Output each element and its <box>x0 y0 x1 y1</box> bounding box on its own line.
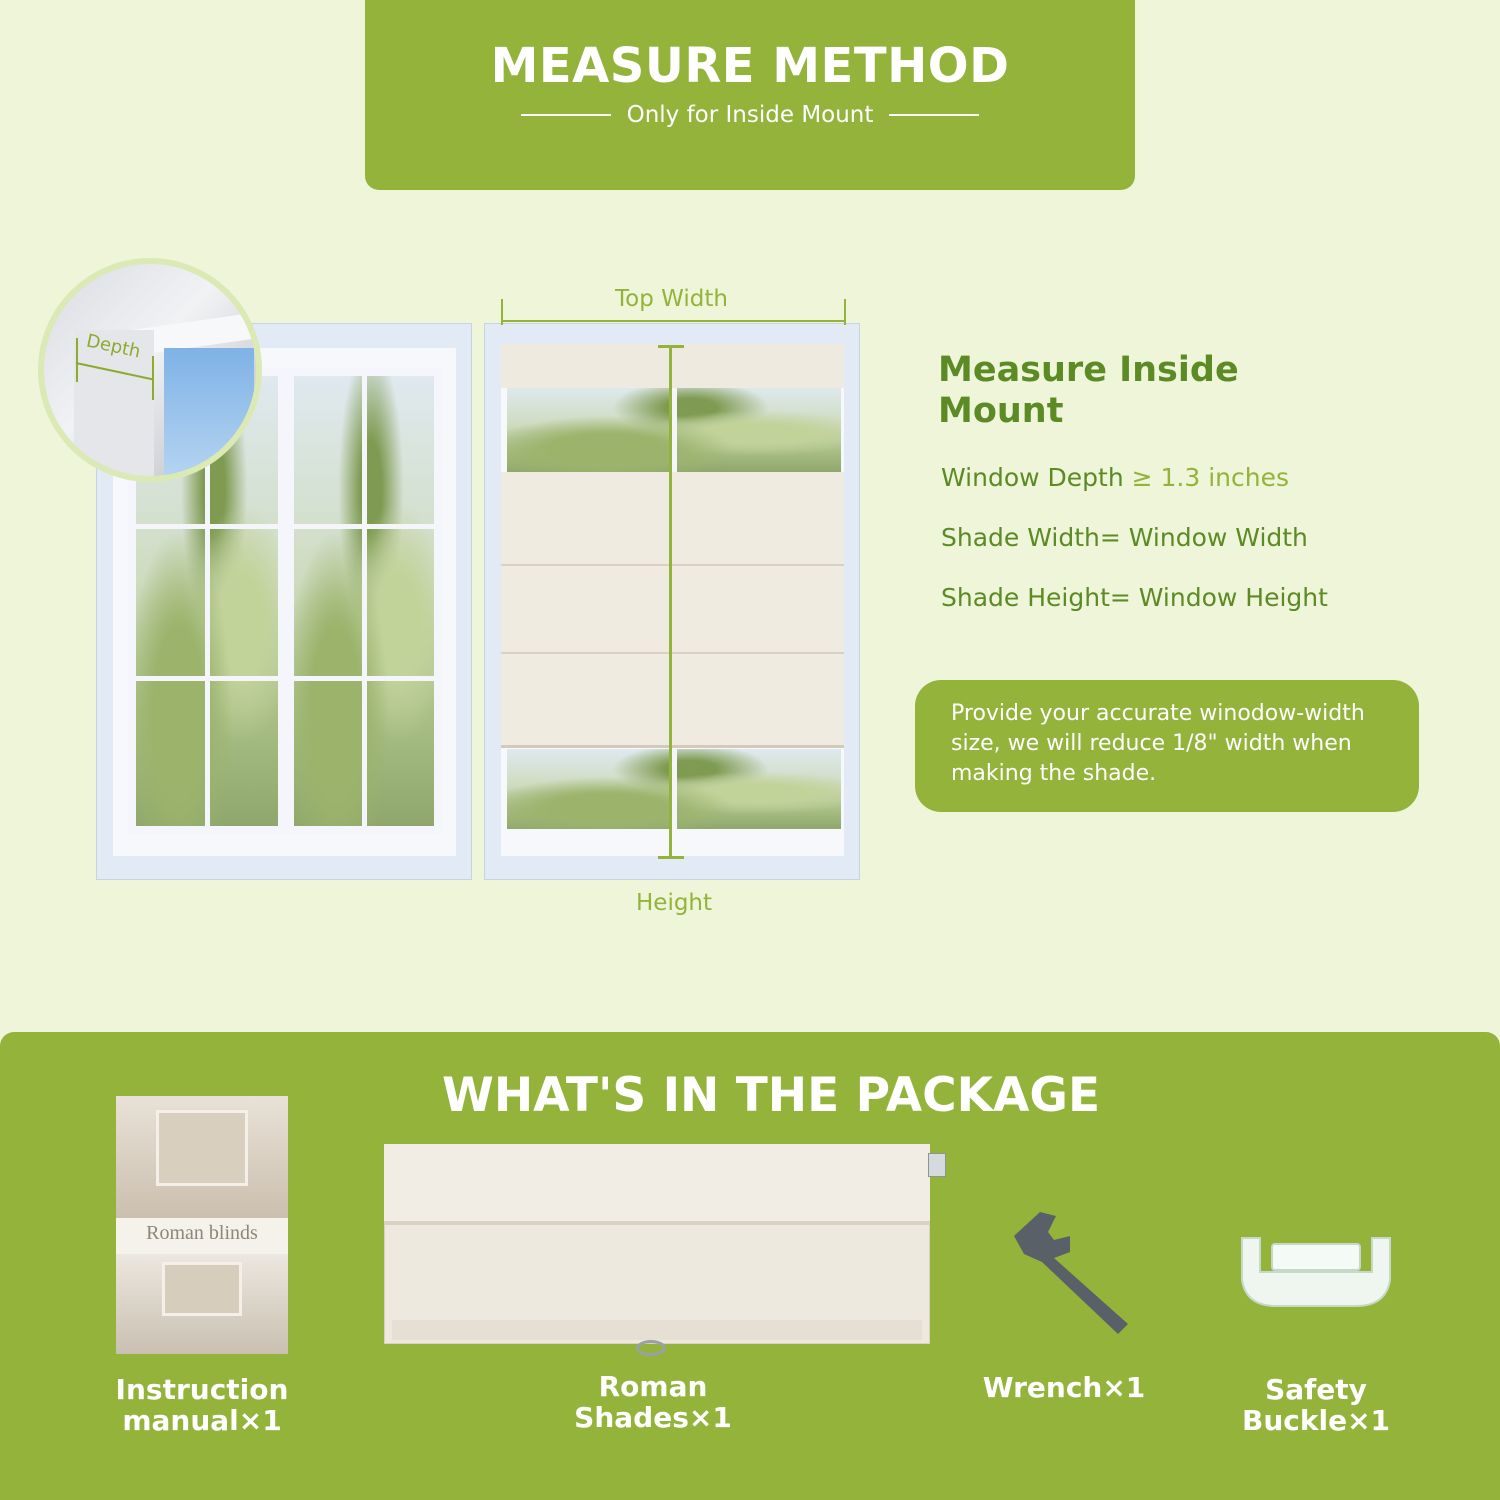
sizing-note <box>915 680 1419 812</box>
info-line-label: Window Depth <box>941 463 1124 492</box>
shade-fold <box>501 472 844 566</box>
height-label: Height <box>636 890 713 916</box>
dimension-tick <box>658 345 684 348</box>
info-line-width <box>941 523 1308 552</box>
info-line-value: ≥ 1.3 inches <box>1131 463 1290 492</box>
manual-cover-text: Roman blinds <box>146 1222 258 1244</box>
top-width-line <box>501 320 846 322</box>
page-subtitle: Only for Inside Mount <box>626 102 874 128</box>
window-with-shade-illustration <box>484 323 860 880</box>
top-width-label: Top Width <box>615 286 728 312</box>
height-line <box>669 346 672 857</box>
package-title: WHAT'S IN THE PACKAGE <box>442 1068 1101 1123</box>
shade-fold <box>501 566 844 654</box>
info-line-depth <box>941 463 1289 492</box>
info-line-height <box>941 583 1328 612</box>
dimension-tick <box>658 856 684 859</box>
instruction-manual-image <box>116 1096 288 1354</box>
package-item-label: Roman Shades×1 <box>574 1370 732 1434</box>
wrench-icon <box>1010 1206 1136 1338</box>
depth-detail-inset <box>38 258 262 482</box>
package-item-label: Wrench×1 <box>982 1371 1146 1404</box>
roman-shade-image <box>384 1144 932 1350</box>
subtitle-row <box>365 102 1135 128</box>
page-title: MEASURE METHOD <box>490 38 1010 94</box>
package-item-label: Instruction manual×1 <box>115 1373 289 1437</box>
bracket-clip <box>928 1153 946 1177</box>
shade-fold <box>501 654 844 748</box>
info-line-label: Shade Height= Window Height <box>941 583 1328 612</box>
sizing-note-text: Provide your accurate winodow-width size, we will reduce 1/8" width when making the shade. <box>951 701 1365 786</box>
divider <box>521 114 611 116</box>
divider <box>889 114 979 116</box>
safety-buckle-icon <box>1236 1232 1396 1312</box>
info-title: Measure Inside Mount <box>938 350 1239 431</box>
shade-headrail <box>501 344 844 388</box>
package-item-label: Safety Buckle×1 <box>1241 1373 1391 1437</box>
header-banner <box>365 0 1135 190</box>
depth-label: Depth <box>84 330 143 363</box>
info-line-label: Shade Width= Window Width <box>941 523 1308 552</box>
